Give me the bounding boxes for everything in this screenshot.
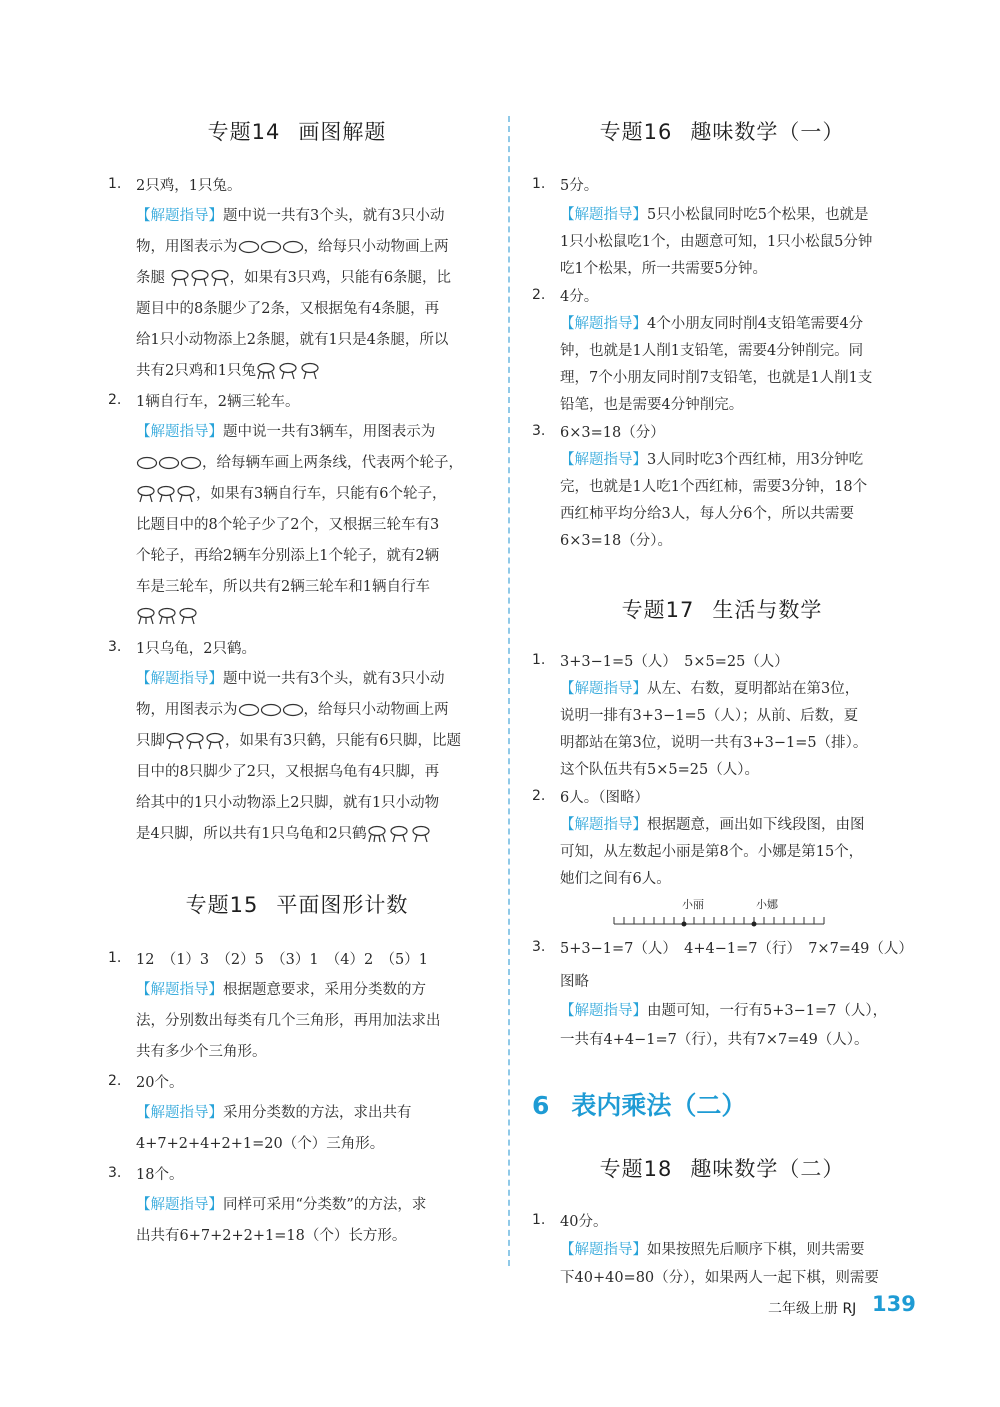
three-ovals-diagram [238, 703, 304, 717]
hint-label: 【解题指导】 [560, 207, 647, 223]
column-divider [508, 116, 510, 1266]
position-dot [682, 922, 687, 927]
hint-label: 【解题指导】 [136, 424, 223, 440]
hint-label: 【解题指导】 [560, 452, 647, 468]
hint-label: 【解题指导】 [560, 681, 647, 697]
section-title-17: 专题17 生活与数学 [621, 598, 823, 622]
hint-label: 【解题指导】 [136, 1197, 223, 1213]
section-title-14: 专题14 画图解题 [207, 120, 387, 144]
hint-label: 【解题指导】 [136, 208, 223, 224]
footer-grade: 二年级上册 RJ [768, 1301, 857, 1317]
ovals-with-legs-diagram [170, 269, 230, 287]
position-dot [752, 922, 757, 927]
label-xiaoli: 小丽 [682, 898, 704, 911]
section-title-18: 专题18 趣味数学（二） [599, 1157, 845, 1181]
hint-label: 【解题指导】 [136, 982, 223, 998]
tick-line [612, 912, 832, 928]
three-ovals-diagram [136, 456, 202, 470]
hint-label: 【解题指导】 [560, 316, 647, 332]
hint-label: 【解题指导】 [560, 1242, 647, 1258]
label-xiaona: 小娜 [756, 898, 778, 911]
ovals-with-legs-diagram [136, 485, 196, 503]
ovals-with-three-legs-diagram [136, 607, 198, 625]
chapter-heading: 6 表内乘法（二） [532, 1091, 747, 1120]
three-ovals-diagram [238, 240, 304, 254]
ovals-with-extra-legs-diagram [367, 825, 431, 843]
page-number: 139 [872, 1292, 916, 1316]
line-segment-diagram [612, 896, 832, 930]
hint-label: 【解题指导】 [560, 817, 647, 833]
ovals-with-extra-legs-diagram [256, 362, 320, 380]
section-title-15: 专题15 平面图形计数 [185, 893, 409, 917]
hint-label: 【解题指导】 [136, 1105, 223, 1121]
section-title-16: 专题16 趣味数学（一） [599, 120, 845, 144]
hint-label: 【解题指导】 [560, 1003, 647, 1019]
ovals-with-legs-diagram [165, 732, 225, 750]
hint-label: 【解题指导】 [136, 671, 223, 687]
